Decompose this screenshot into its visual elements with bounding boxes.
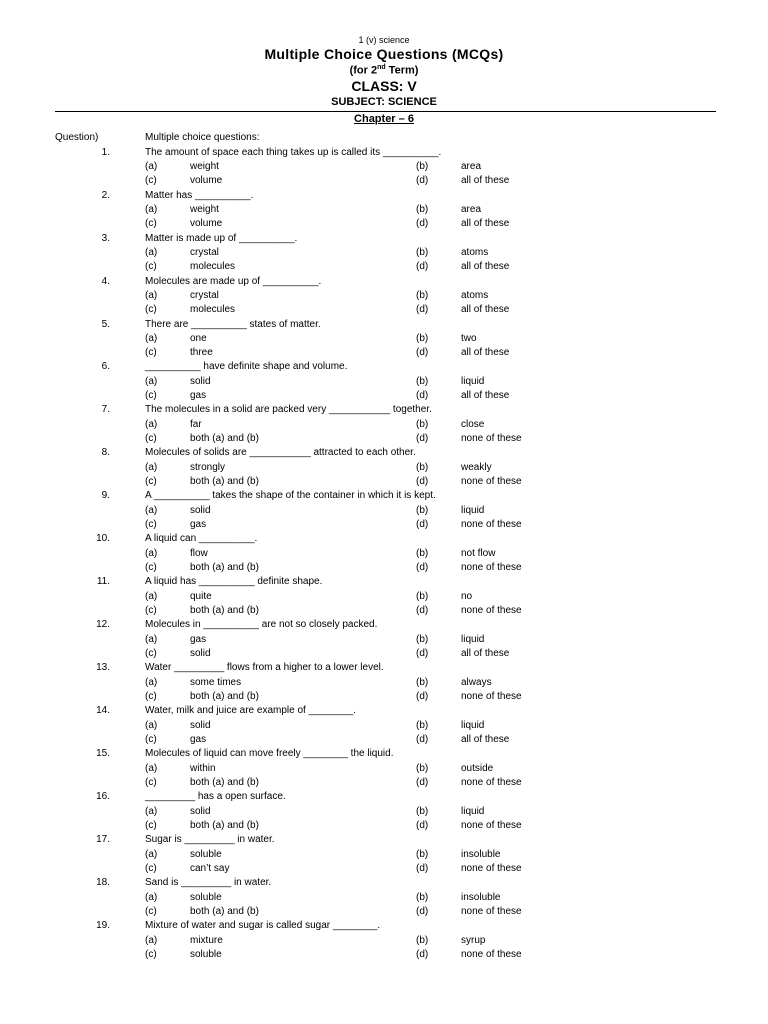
question-number: 7. xyxy=(101,404,110,416)
option-text: volume xyxy=(190,218,223,230)
option-label: (a) xyxy=(145,504,158,516)
option-row xyxy=(0,590,768,604)
chapter-heading xyxy=(0,113,768,125)
option-label: (a) xyxy=(145,289,158,301)
option-row xyxy=(0,389,768,403)
question-row xyxy=(0,704,768,718)
question-row xyxy=(0,661,768,675)
option-text: solid xyxy=(190,805,211,817)
term-superscript: nd xyxy=(377,64,386,71)
option-row xyxy=(0,776,768,790)
option-label: (a) xyxy=(145,332,158,344)
option-label: (a) xyxy=(145,848,158,860)
option-text: none of these xyxy=(461,476,522,488)
header-divider xyxy=(55,111,716,112)
option-row xyxy=(0,805,768,819)
question-row xyxy=(0,403,768,417)
option-text: soluble xyxy=(190,848,222,860)
option-text: insoluble xyxy=(461,891,501,903)
option-label: (a) xyxy=(145,934,158,946)
option-label: (c) xyxy=(145,261,157,273)
option-text: no xyxy=(461,590,473,602)
question-text: Molecules in __________ are not so closely packed. xyxy=(145,619,378,631)
question-number: 11. xyxy=(96,576,110,588)
option-label: (b) xyxy=(416,375,429,387)
question-number: 2. xyxy=(101,189,110,201)
option-label: (c) xyxy=(145,175,157,187)
option-text: close xyxy=(461,418,485,430)
question-row xyxy=(0,919,768,933)
option-text: liquid xyxy=(461,504,485,516)
option-text: mixture xyxy=(190,934,223,946)
option-text: none of these xyxy=(461,949,522,960)
option-label: (c) xyxy=(145,347,157,359)
option-label: (b) xyxy=(416,633,429,645)
option-text: two xyxy=(461,332,477,344)
option-text: none of these xyxy=(461,519,522,531)
option-text: none of these xyxy=(461,906,522,917)
option-row xyxy=(0,518,768,532)
question-number: 13. xyxy=(96,662,110,674)
option-label: (b) xyxy=(416,891,429,903)
option-label: (d) xyxy=(416,949,429,960)
question-number: 4. xyxy=(101,275,110,287)
option-label: (d) xyxy=(416,433,429,445)
option-text: both (a) and (b) xyxy=(190,691,259,702)
question-row xyxy=(0,146,768,160)
page-title: Multiple Choice Questions (MCQs) xyxy=(264,46,504,62)
option-label: (a) xyxy=(145,590,158,602)
option-text: gas xyxy=(190,633,207,645)
question-number: 8. xyxy=(101,447,110,459)
question-number: 3. xyxy=(101,232,110,244)
option-label: (a) xyxy=(145,719,158,731)
question-row xyxy=(0,618,768,632)
question-number: 10. xyxy=(96,533,110,545)
option-text: both (a) and (b) xyxy=(190,605,259,617)
option-label: (b) xyxy=(416,848,429,860)
option-label: (b) xyxy=(416,418,429,430)
option-label: (a) xyxy=(145,805,158,817)
question-number: 6. xyxy=(101,361,110,373)
option-label: (c) xyxy=(145,906,157,917)
option-label: (d) xyxy=(416,648,429,659)
option-text: all of these xyxy=(461,261,510,273)
question-text: The amount of space each thing takes up is called its __________. xyxy=(145,146,442,158)
question-text: Mixture of water and sugar is called sugar ________. xyxy=(145,920,381,932)
option-label: (b) xyxy=(416,805,429,817)
option-text: atoms xyxy=(461,289,489,301)
option-label: (d) xyxy=(416,218,429,230)
option-row xyxy=(0,647,768,661)
option-row xyxy=(0,762,768,776)
question-row xyxy=(0,275,768,289)
option-text: not flow xyxy=(461,547,496,559)
subject-heading: SUBJECT: SCIENCE xyxy=(331,96,437,108)
option-label: (c) xyxy=(145,218,157,230)
option-row xyxy=(0,504,768,518)
option-text: all of these xyxy=(461,734,510,745)
option-text: both (a) and (b) xyxy=(190,906,259,917)
option-row xyxy=(0,260,768,274)
option-text: molecules xyxy=(190,304,236,316)
option-label: (d) xyxy=(416,347,429,359)
option-label: (d) xyxy=(416,691,429,702)
option-text: area xyxy=(461,160,482,172)
option-row xyxy=(0,891,768,905)
page-header-note: 1 (v) science xyxy=(358,35,410,45)
question-number: 15. xyxy=(96,748,110,760)
option-label: (d) xyxy=(416,304,429,316)
class-heading: CLASS: V xyxy=(351,78,417,94)
option-text: liquid xyxy=(461,375,485,387)
option-label: (d) xyxy=(416,605,429,617)
option-row xyxy=(0,432,768,446)
intro-row xyxy=(0,131,768,145)
option-row xyxy=(0,561,768,575)
option-text: far xyxy=(190,418,202,430)
question-text: The molecules in a solid are packed very ___________ together. xyxy=(145,404,432,416)
question-text: Molecules are made up of __________. xyxy=(145,275,322,287)
option-text: none of these xyxy=(461,562,522,574)
option-text: none of these xyxy=(461,691,522,702)
option-text: flow xyxy=(190,547,208,559)
option-label: (b) xyxy=(416,934,429,946)
option-text: solid xyxy=(190,648,211,659)
option-text: both (a) and (b) xyxy=(190,476,259,488)
option-label: (b) xyxy=(416,332,429,344)
question-number: 19. xyxy=(96,920,110,932)
option-text: syrup xyxy=(461,934,486,946)
question-row xyxy=(0,790,768,804)
option-label: (a) xyxy=(145,676,158,688)
question-number: 17. xyxy=(96,834,110,846)
option-row xyxy=(0,217,768,231)
option-label: (b) xyxy=(416,547,429,559)
option-text: gas xyxy=(190,519,207,531)
option-row xyxy=(0,690,768,704)
option-label: (d) xyxy=(416,562,429,574)
option-label: (c) xyxy=(145,605,157,617)
question-number: 5. xyxy=(101,318,110,330)
option-text: within xyxy=(190,762,216,774)
option-row xyxy=(0,303,768,317)
option-text: gas xyxy=(190,390,207,402)
question-text: A liquid has __________ definite shape. xyxy=(145,576,323,588)
option-text: three xyxy=(190,347,213,359)
option-label: (a) xyxy=(145,891,158,903)
option-text: none of these xyxy=(461,433,522,445)
option-label: (c) xyxy=(145,562,157,574)
option-text: weakly xyxy=(461,461,492,473)
option-label: (a) xyxy=(145,246,158,258)
option-label: (d) xyxy=(416,261,429,273)
option-label: (c) xyxy=(145,433,157,445)
option-text: all of these xyxy=(461,390,510,402)
option-label: (d) xyxy=(416,734,429,745)
option-label: (b) xyxy=(416,762,429,774)
option-row xyxy=(0,203,768,217)
option-row xyxy=(0,174,768,188)
option-row xyxy=(0,604,768,618)
question-row xyxy=(0,575,768,589)
question-row xyxy=(0,318,768,332)
option-label: (c) xyxy=(145,863,157,874)
option-label: (c) xyxy=(145,777,157,788)
option-text: both (a) and (b) xyxy=(190,820,259,831)
option-text: quite xyxy=(190,590,212,602)
option-label: (d) xyxy=(416,863,429,874)
option-text: crystal xyxy=(190,246,219,258)
option-text: solid xyxy=(190,375,211,387)
option-label: (d) xyxy=(416,175,429,187)
option-text: soluble xyxy=(190,891,222,903)
option-text: crystal xyxy=(190,289,219,301)
option-label: (c) xyxy=(145,519,157,531)
question-row xyxy=(0,232,768,246)
option-label: (c) xyxy=(145,304,157,316)
option-row xyxy=(0,346,768,360)
option-label: (c) xyxy=(145,734,157,745)
option-label: (b) xyxy=(416,246,429,258)
option-row xyxy=(0,733,768,747)
question-number: 12. xyxy=(96,619,110,631)
option-row xyxy=(0,461,768,475)
option-text: all of these xyxy=(461,304,510,316)
option-label: (b) xyxy=(416,590,429,602)
option-text: all of these xyxy=(461,347,510,359)
option-row xyxy=(0,862,768,876)
option-text: soluble xyxy=(190,949,222,960)
option-text: one xyxy=(190,332,207,344)
option-label: (d) xyxy=(416,820,429,831)
option-text: gas xyxy=(190,734,207,745)
option-text: both (a) and (b) xyxy=(190,562,259,574)
option-row xyxy=(0,819,768,833)
option-label: (b) xyxy=(416,676,429,688)
option-text: both (a) and (b) xyxy=(190,777,259,788)
question-row xyxy=(0,360,768,374)
question-text: Molecules of solids are ___________ attracted to each other. xyxy=(145,447,416,459)
question-text: Matter is made up of __________. xyxy=(145,232,298,244)
question-text: Matter has __________. xyxy=(145,189,254,201)
option-text: volume xyxy=(190,175,223,187)
option-text: liquid xyxy=(461,805,485,817)
option-text: all of these xyxy=(461,218,510,230)
option-label: (d) xyxy=(416,519,429,531)
option-row xyxy=(0,676,768,690)
option-row xyxy=(0,719,768,733)
option-label: (d) xyxy=(416,906,429,917)
question-row xyxy=(0,532,768,546)
option-label: (d) xyxy=(416,476,429,488)
option-label: (a) xyxy=(145,160,158,172)
question-text: Molecules of liquid can move freely ________ the liquid. xyxy=(145,748,394,760)
option-label: (c) xyxy=(145,820,157,831)
option-row xyxy=(0,289,768,303)
option-label: (a) xyxy=(145,375,158,387)
chapter-label: Chapter – 6 xyxy=(354,113,414,125)
option-text: insoluble xyxy=(461,848,501,860)
option-text: solid xyxy=(190,504,211,516)
question-number: 1. xyxy=(101,146,110,158)
option-label: (b) xyxy=(416,289,429,301)
question-text: A liquid can __________. xyxy=(145,533,258,545)
option-text: area xyxy=(461,203,482,215)
term-line xyxy=(0,64,768,77)
option-label: (c) xyxy=(145,390,157,402)
option-text: all of these xyxy=(461,175,510,187)
question-text: Water, milk and juice are example of ________. xyxy=(145,705,356,717)
option-row xyxy=(0,848,768,862)
question-row xyxy=(0,489,768,503)
option-row xyxy=(0,375,768,389)
option-text: none of these xyxy=(461,863,522,874)
question-text: A __________ takes the shape of the container in which it is kept. xyxy=(145,490,436,502)
option-label: (b) xyxy=(416,160,429,172)
question-text: Sand is _________ in water. xyxy=(145,877,272,889)
question-text: There are __________ states of matter. xyxy=(145,318,321,330)
option-label: (a) xyxy=(145,461,158,473)
option-label: (a) xyxy=(145,547,158,559)
term-prefix: (for 2 xyxy=(349,64,378,77)
option-label: (a) xyxy=(145,418,158,430)
option-text: none of these xyxy=(461,820,522,831)
option-row xyxy=(0,948,768,962)
option-label: (a) xyxy=(145,203,158,215)
question-number: 14. xyxy=(96,705,110,717)
option-text: outside xyxy=(461,762,494,774)
option-text: all of these xyxy=(461,648,510,659)
option-text: solid xyxy=(190,719,211,731)
option-label: (b) xyxy=(416,203,429,215)
option-text: none of these xyxy=(461,777,522,788)
option-text: atoms xyxy=(461,246,489,258)
question-text: __________ have definite shape and volume. xyxy=(145,361,348,373)
option-row xyxy=(0,633,768,647)
option-label: (b) xyxy=(416,719,429,731)
option-row xyxy=(0,332,768,346)
option-text: liquid xyxy=(461,719,485,731)
question-text: Water _________ flows from a higher to a lower level. xyxy=(145,662,384,674)
option-text: strongly xyxy=(190,461,226,473)
option-text: weight xyxy=(190,160,219,172)
option-label: (b) xyxy=(416,461,429,473)
question-text: _________ has a open surface. xyxy=(145,791,286,803)
question-text: Sugar is _________ in water. xyxy=(145,834,275,846)
option-label: (c) xyxy=(145,691,157,702)
question-row xyxy=(0,747,768,761)
option-label: (d) xyxy=(416,390,429,402)
option-text: can’t say xyxy=(190,863,230,874)
option-row xyxy=(0,905,768,919)
option-label: (b) xyxy=(416,504,429,516)
question-number: 16. xyxy=(96,791,110,803)
option-text: molecules xyxy=(190,261,236,273)
question-row xyxy=(0,446,768,460)
option-label: (d) xyxy=(416,777,429,788)
question-number: 18. xyxy=(96,877,110,889)
option-label: (a) xyxy=(145,762,158,774)
option-label: (c) xyxy=(145,648,157,659)
option-row xyxy=(0,246,768,260)
question-label: Question) xyxy=(55,132,99,143)
option-text: both (a) and (b) xyxy=(190,433,259,445)
question-row xyxy=(0,833,768,847)
option-text: none of these xyxy=(461,605,522,617)
option-text: liquid xyxy=(461,633,485,645)
option-label: (c) xyxy=(145,476,157,488)
option-text: always xyxy=(461,676,492,688)
option-label: (c) xyxy=(145,949,157,960)
question-number: 9. xyxy=(101,490,110,502)
option-text: some times xyxy=(190,676,242,688)
question-row xyxy=(0,189,768,203)
option-row xyxy=(0,418,768,432)
option-row xyxy=(0,160,768,174)
term-suffix: Term) xyxy=(385,64,419,77)
option-row xyxy=(0,475,768,489)
option-label: (a) xyxy=(145,633,158,645)
option-row xyxy=(0,547,768,561)
option-text: weight xyxy=(190,203,219,215)
intro-text: Multiple choice questions: xyxy=(145,132,260,143)
question-row xyxy=(0,876,768,890)
option-row xyxy=(0,934,768,948)
